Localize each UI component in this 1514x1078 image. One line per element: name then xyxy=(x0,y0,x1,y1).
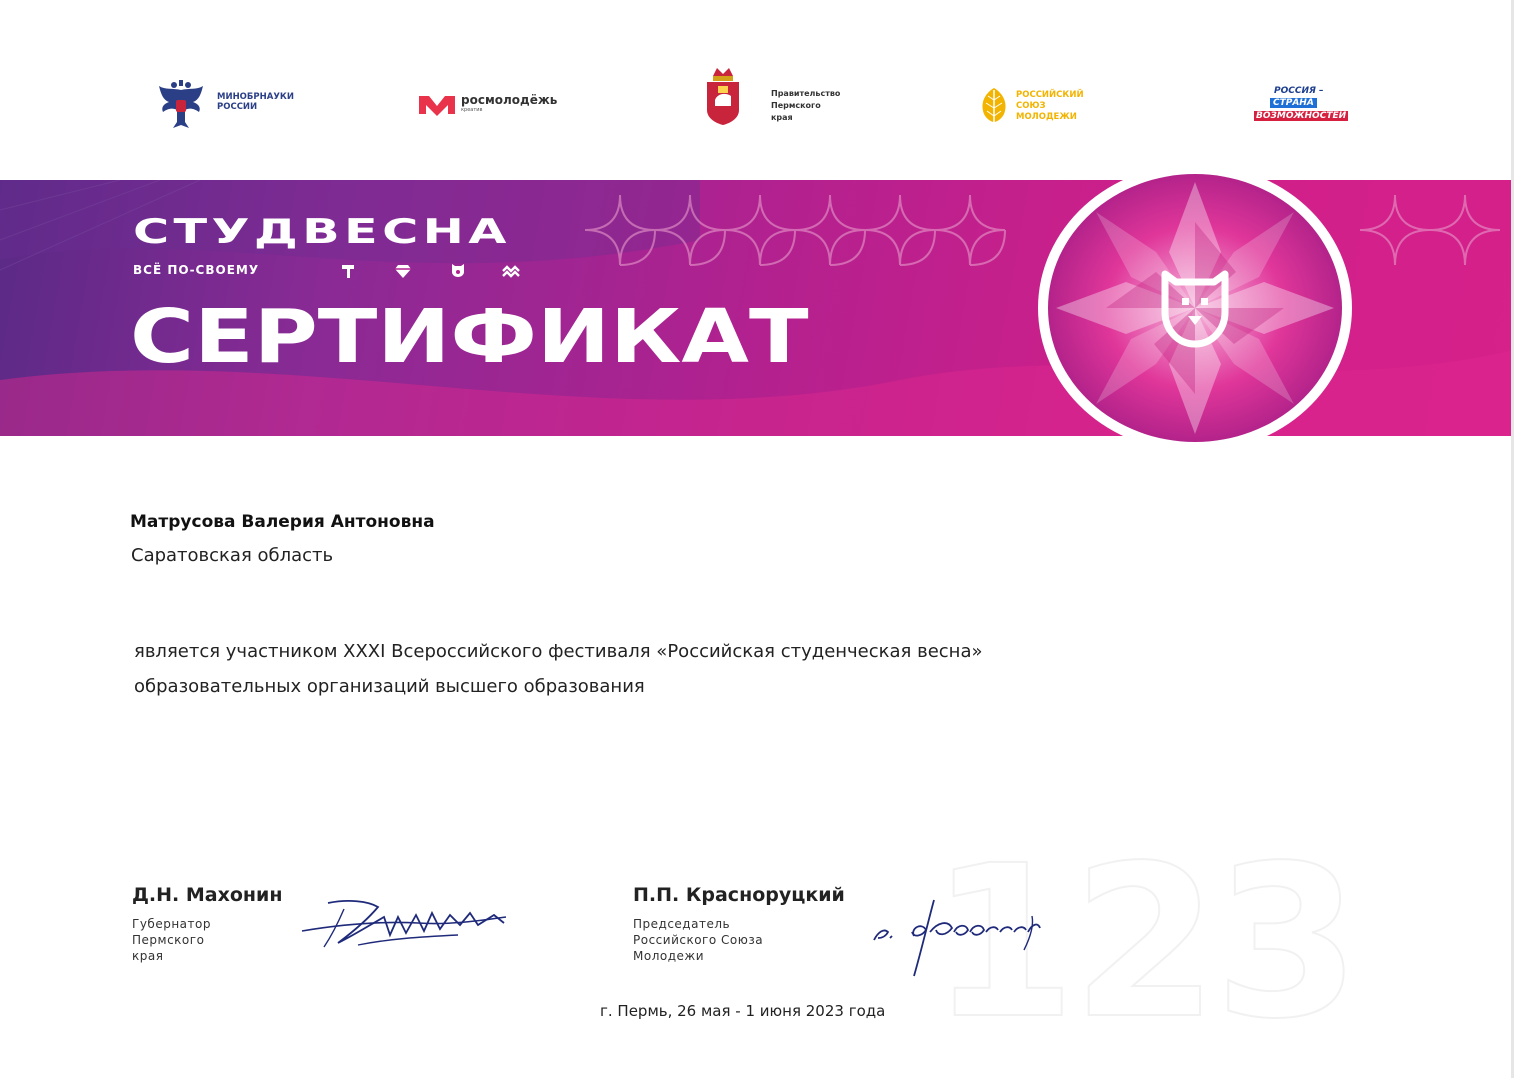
participation-statement xyxy=(134,634,1134,704)
perm-line1: Правительство xyxy=(771,89,841,98)
logo-perm-government xyxy=(705,66,865,128)
perm-coat-of-arms-icon xyxy=(705,66,741,126)
recipient-name: Матрусова Валерия Антоновна xyxy=(130,512,435,532)
recipient-region: Саратовская область xyxy=(131,545,334,566)
signature-1 xyxy=(298,895,518,955)
rsv-line1: РОССИЯ – xyxy=(1274,86,1324,96)
hammer-icon xyxy=(340,264,356,278)
brand-slogan: ВСЁ ПО-СВОЕМУ xyxy=(133,263,260,277)
place-and-date: г. Пермь, 26 мая - 1 июня 2023 года xyxy=(600,1002,886,1020)
signatory-2-name: П.П. Красноруцкий xyxy=(633,884,845,906)
signatory-1-role-line2: Пермского xyxy=(132,933,205,947)
rsm-line2: СОЮЗ xyxy=(1016,101,1046,111)
rsm-line3: МОЛОДЕЖИ xyxy=(1016,112,1077,122)
logo-rsm xyxy=(978,86,1098,126)
signatory-1-role-line3: края xyxy=(132,949,164,963)
rsm-line1: РОССИЙСКИЙ xyxy=(1016,90,1084,100)
double-headed-eagle-icon xyxy=(155,78,207,132)
perm-line3: края xyxy=(771,113,793,122)
minobrnauki-line1: МИНОБРНАУКИ xyxy=(217,92,294,102)
perm-line2: Пермского xyxy=(771,101,821,110)
signature-2 xyxy=(868,892,1048,982)
m-logo-icon xyxy=(417,92,457,118)
birch-leaf-icon xyxy=(978,86,1010,126)
signatory-2-role-line3: Молодежи xyxy=(633,949,704,963)
rsv-line2: СТРАНА xyxy=(1273,98,1314,108)
year-watermark: 123 xyxy=(930,820,1357,1065)
diamond-icon xyxy=(395,264,411,278)
brand-title: СТУДВЕСНА xyxy=(133,212,511,252)
waves-icon xyxy=(502,264,520,278)
minobrnauki-line2: РОССИИ xyxy=(217,101,258,112)
logo-minobrnauki xyxy=(155,78,305,132)
signatory-1-name: Д.Н. Махонин xyxy=(132,884,283,906)
signatory-2-role-line2: Российского Союза xyxy=(633,933,764,947)
bear-head-icon xyxy=(450,262,466,278)
rsv-line3: ВОЗМОЖНОСТЕЙ xyxy=(1256,111,1347,121)
rosmolodezh-name: росмолодёжь xyxy=(461,93,558,107)
signatory-1-role xyxy=(132,916,211,964)
signatory-1-role-line1: Губернатор xyxy=(132,917,211,931)
logo-rsv xyxy=(1254,86,1354,126)
logo-rosmolodezh xyxy=(417,92,567,122)
signatory-2-role xyxy=(633,916,763,964)
statement-line-2: образовательных организаций высшего образования xyxy=(134,676,645,697)
signatory-2-role-line1: Председатель xyxy=(633,917,731,931)
certificate-title: СЕРТИФИКАТ xyxy=(130,294,809,380)
statement-line-1: является участником XXXI Всероссийского фестиваля «Российская студенческая весна» xyxy=(134,641,983,662)
bear-emblem-icon xyxy=(1036,162,1354,454)
rosmolodezh-sub: креатив xyxy=(461,106,483,113)
